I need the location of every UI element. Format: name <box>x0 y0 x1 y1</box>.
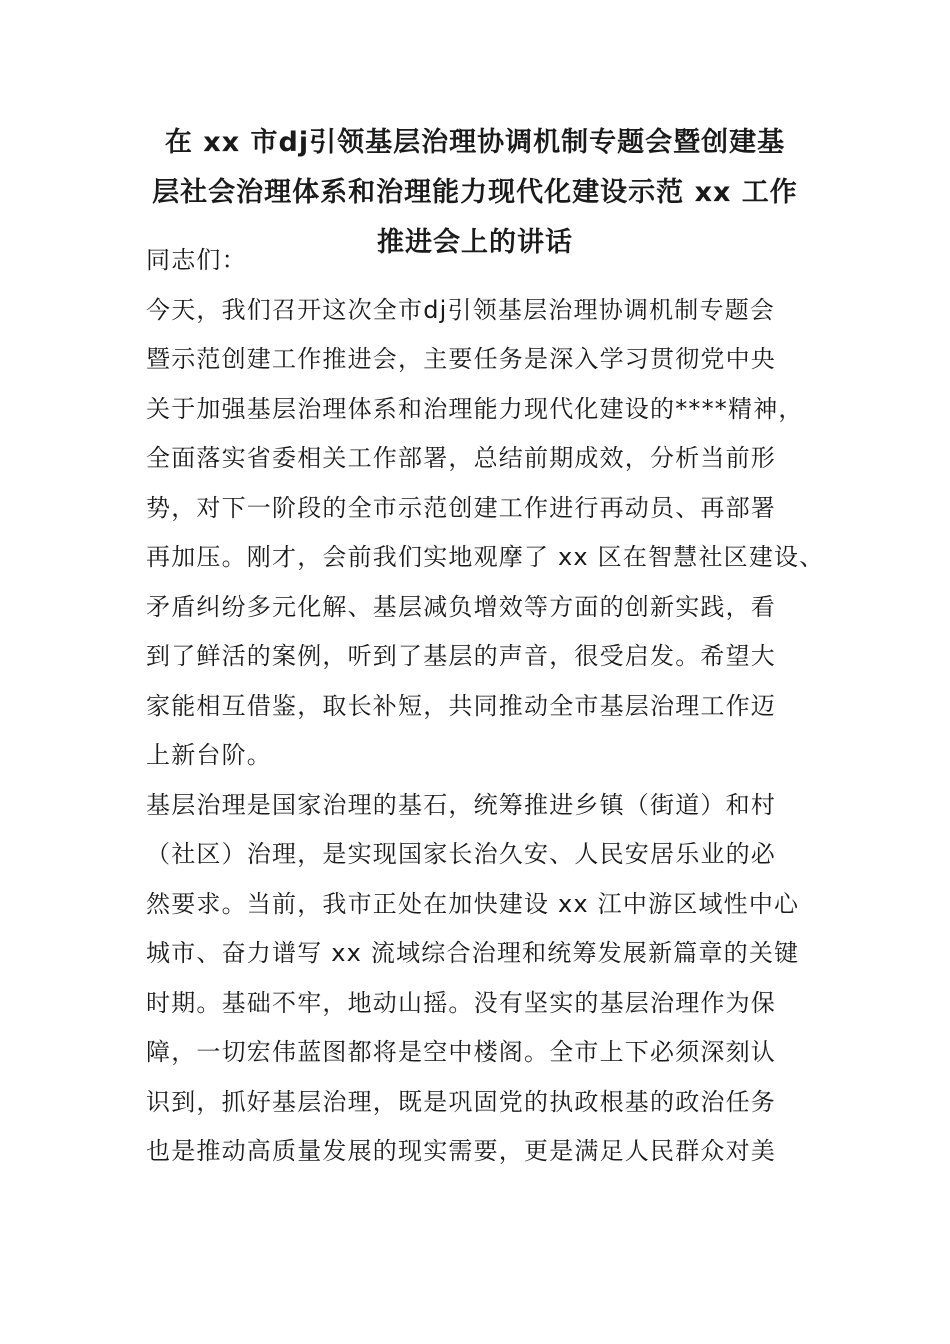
body-line: 然要求。当前，我市正处在加快建设 xx 江中游区域性中心 <box>146 889 800 918</box>
body-line: 全面落实省委相关工作部署，总结前期成效，分析当前形 <box>146 444 776 472</box>
body-line: 城市、奋力谱写 xx 流域综合治理和统筹发展新篇章的关键 <box>146 939 800 967</box>
title-line: 推进会上的讲话 <box>377 227 573 258</box>
body-line: 今天，我们召开这次全市dj引领基层治理协调机制专题会 <box>146 295 776 324</box>
title-line: 在 xx 市dj引领基层治理协调机制专题会暨创建基 <box>164 127 786 158</box>
document-body <box>146 236 826 1177</box>
body-line: （社区）治理，是实现国家长治久安、人民安居乐业的必 <box>146 840 776 868</box>
body-line: 障，一切宏伟蓝图都将是空中楼阁。全市上下必须深刻认 <box>146 1038 776 1066</box>
body-line: 识到，抓好基层治理，既是巩固党的执政根基的政治任务 <box>146 1087 776 1116</box>
body-line: 上新台阶。 <box>146 741 272 769</box>
body-line: 基层治理是国家治理的基石，统筹推进乡镇（街道）和村 <box>146 790 776 819</box>
salutation: 同志们： <box>146 246 247 274</box>
title-line: 层社会治理体系和治理能力现代化建设示范 xx 工作 <box>152 177 798 208</box>
body-line: 暨示范创建工作推进会，主要任务是深入学习贯彻党中央 <box>146 345 776 373</box>
body-line: 势，对下一阶段的全市示范创建工作进行再动员、再部署 <box>146 493 776 522</box>
body-line: 时期。基础不牢，地动山摇。没有坚实的基层治理作为保 <box>146 988 776 1017</box>
body-line: 到了鲜活的案例，听到了基层的声音，很受启发。希望大 <box>146 642 776 670</box>
body-line: 家能相互借鉴，取长补短，共同推动全市基层治理工作迈 <box>146 691 776 720</box>
body-line: 矛盾纠纷多元化解、基层减负增效等方面的创新实践，看 <box>146 592 776 621</box>
body-line: 也是推动高质量发展的现实需要，更是满足人民群众对美 <box>146 1137 776 1165</box>
body-line: 关于加强基层治理体系和治理能力现代化建设的****精神， <box>146 394 804 423</box>
body-line: 再加压。刚才，会前我们实地观摩了 xx 区在智慧社区建设、 <box>146 543 825 571</box>
